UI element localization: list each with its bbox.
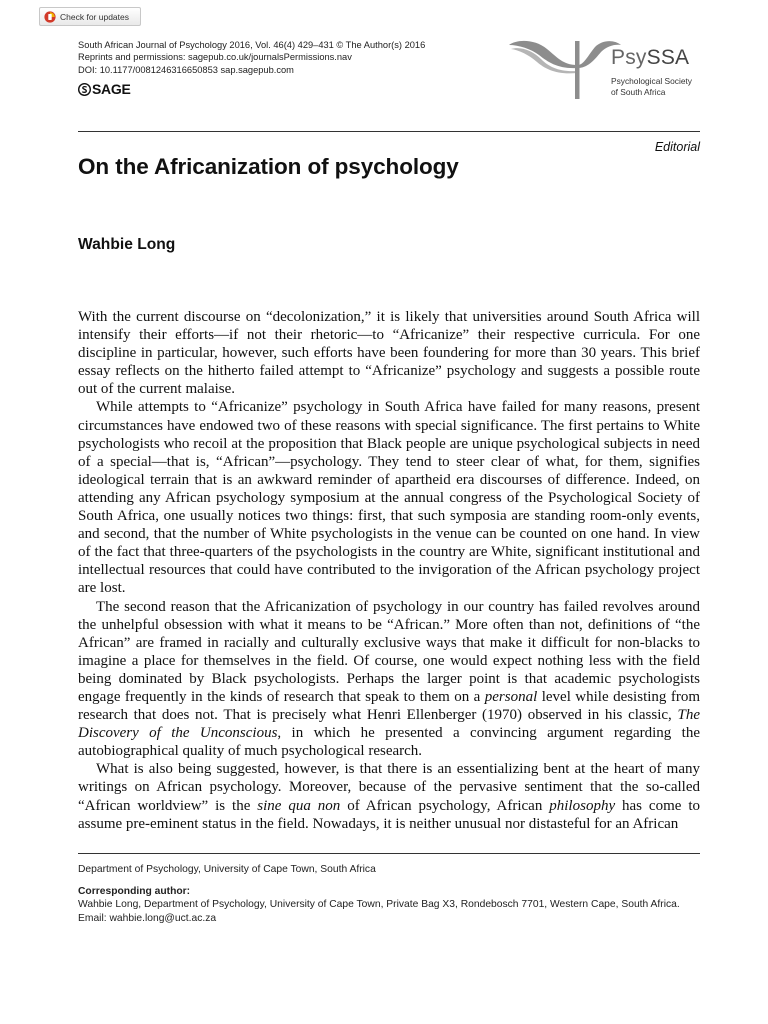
psyssa-subtitle-line1: Psychological Society <box>611 76 692 86</box>
emphasis-personal: personal <box>484 688 538 705</box>
body-paragraph-3-text-a: The second reason that the Africanization of psychology in our country has failed revolves around the unhelpful obsession with what it means to be “African.” More often than not, definitions of “the African” are framed in racially and culturally exclusive ways that make it difficult for non-blacks to imagine a place for themselves in the field. Of course, one would expect nothing less with the field being dominated by Black psychologists. Perhaps the larger point is that academic psychologists engage frequently in the kinds of research that speak to them on a <box>78 598 700 705</box>
check-for-updates-label: Check for updates <box>60 11 129 22</box>
body-paragraph-3 <box>78 598 700 761</box>
body-paragraph-2: While attempts to “Africanize” psychology in South Africa have failed for many reasons, present circumstances have endowed two of these reasons with special significance. The first pertains to White psychologists who recoil at the proposition that Black people are unique psychological subjects in need of a special—that is, “African”—psychology. They tend to steer clear of what, for them, signifies ideological terrain that is an awkward reminder of apartheid era discourses of difference. Indeed, on attending any African psychology symposium at the annual congress of the Psychological Society of South Africa, one usually notices two things: first, that such symposia are standing room-only events, and second, that the number of White psychologists in the venue can be counted on one hand. In view of the fact that three-quarters of the psychologists in the country are White, significant institutional and intellectual resources that could have contributed to the invigoration of the African psychology project are lost. <box>78 399 700 597</box>
body-paragraph-1: With the current discourse on “decolonization,” it is likely that universities around South Africa will intensify their efforts—if not their rhetoric—to “Africanize” their respective curricula. For one discipline in particular, however, such efforts have been foundering for more than 30 years. This brief essay reflects on the hitherto failed attempt to “Africanize” psychology and suggests a possible route out of the current malaise. <box>78 309 700 398</box>
emphasis-book-title: The Discovery of the Unconscious <box>78 707 700 742</box>
journal-citation: South African Journal of Psychology 2016, Vol. 46(4) 429–431 © The Author(s) 2016 <box>78 40 426 50</box>
sage-wordmark: SAGE <box>92 81 131 97</box>
journal-site: sap.sagepub.com <box>220 64 294 75</box>
corresponding-author-label: Corresponding author: <box>78 886 191 898</box>
body-paragraph-4-text-c: has come to assume pre-eminent status in the field. Nowadays, it is neither unusual nor distasteful for an African <box>78 797 701 832</box>
emphasis-philosophy: philosophy <box>549 797 616 814</box>
article-body <box>78 308 700 833</box>
psyssa-subtitle-line2: of South Africa <box>611 87 666 97</box>
psyssa-wordmark <box>611 46 689 70</box>
body-paragraph-4-text-b: of African psychology, African <box>340 797 550 814</box>
crossmark-icon <box>44 11 56 23</box>
psyssa-logo <box>507 37 707 103</box>
sage-s-icon <box>78 83 91 96</box>
psyssa-subtitle <box>611 76 692 98</box>
header-rule <box>78 131 700 132</box>
body-paragraph-3-text-c: , in which he presented a convincing argument regarding the autobiographical quality of much psychological research. <box>78 725 700 760</box>
psi-symbol-icon <box>507 37 627 99</box>
journal-doi-line <box>78 64 498 76</box>
article-footer <box>78 863 700 925</box>
emphasis-sine-qua-non: sine qua non <box>257 797 341 814</box>
article-title: On the Africanization of psychology <box>78 154 459 179</box>
psyssa-wordmark-ssa: SSA <box>646 46 690 69</box>
psyssa-wordmark-psy: Psy <box>611 46 647 69</box>
body-paragraph-4-text-a: What is also being suggested, however, is that there is an essentializing bent at the heart of many writings on African psychology. Moreover, because of the pervasive sentiment that the so-called “African worldview” is the <box>78 761 700 814</box>
journal-header <box>78 39 498 76</box>
body-paragraph-3-text-b: level while desisting from research that does not. That is precisely what Henri Ellenberger (1970) observed in his classic, <box>78 688 700 724</box>
sage-logo <box>78 81 130 97</box>
journal-doi: DOI: 10.1177/0081246316650853 <box>78 64 218 75</box>
section-label: Editorial <box>654 140 700 154</box>
corresponding-author-address: Wahbie Long, Department of Psychology, University of Cape Town, Private Bag X3, Rondebosch 7701, Western Cape, South Africa. <box>78 899 680 911</box>
body-paragraph-4 <box>78 760 700 832</box>
footer-rule <box>78 853 700 854</box>
journal-permissions: Reprints and permissions: sagepub.co.uk/journalsPermissions.nav <box>78 52 352 63</box>
corresponding-author-email: Email: wahbie.long@uct.ac.za <box>78 912 217 924</box>
article-author: Wahbie Long <box>78 236 176 253</box>
check-for-updates-button[interactable] <box>39 7 141 26</box>
author-affiliation: Department of Psychology, University of Cape Town, South Africa <box>78 864 376 875</box>
